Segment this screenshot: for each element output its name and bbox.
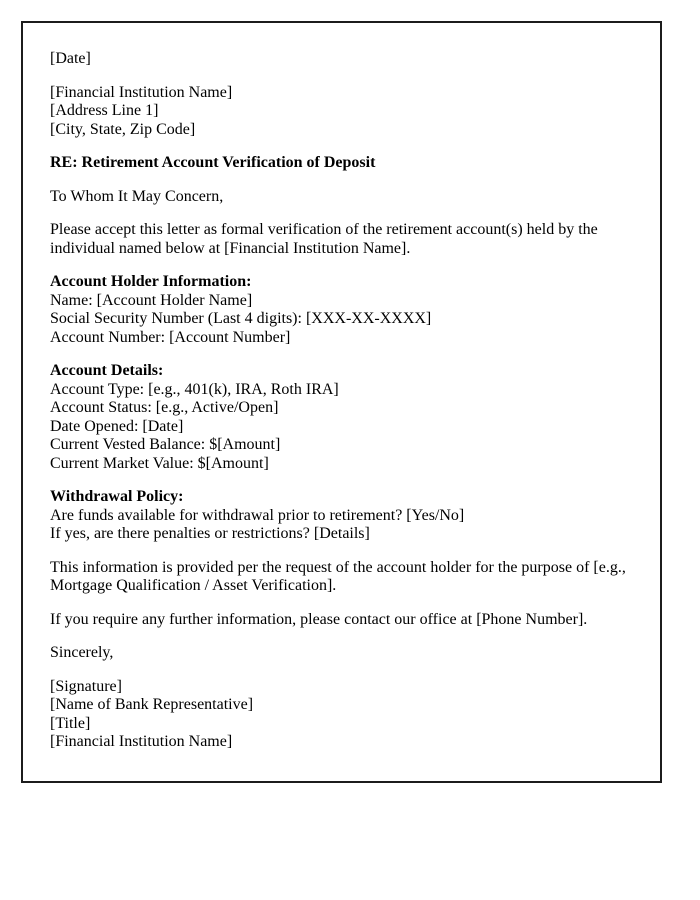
recipient-institution-line: [Financial Institution Name] (50, 83, 233, 101)
withdrawal-availability-line: Are funds available for withdrawal prior to retirement? [Yes/No] (50, 506, 465, 524)
signature-line: [Signature] (50, 677, 122, 695)
purpose-line-2: Mortgage Qualification / Asset Verification]. (50, 577, 337, 594)
purpose-line-1: This information is provided per the request of the account holder for the purpose of [e.g., (50, 558, 626, 576)
salutation-line: To Whom It May Concern, (50, 187, 224, 205)
vested-balance-line: Current Vested Balance: $[Amount] (50, 436, 281, 453)
subject-block (50, 154, 642, 173)
date-block (50, 50, 642, 69)
intro-paragraph (50, 221, 642, 258)
representative-name-line: [Name of Bank Representative] (50, 696, 254, 713)
salutation-block (50, 188, 642, 207)
recipient-address (50, 84, 642, 140)
closing-block (50, 644, 642, 663)
intro-line-1: Please accept this letter as formal verification of the retirement account(s) held by the (50, 221, 598, 238)
recipient-address-line: [Address Line 1] (50, 102, 159, 119)
signature-block (50, 678, 642, 752)
institution-name-line: [Financial Institution Name] (50, 733, 233, 750)
date-line: [Date] (50, 50, 91, 67)
section-account-holder-information (50, 273, 642, 347)
account-details-heading: Account Details: (50, 362, 164, 379)
intro-line-2: individual named below at [Financial Institution Name]. (50, 239, 411, 257)
account-holder-heading: Account Holder Information: (50, 273, 252, 290)
account-holder-name-line: Name: [Account Holder Name] (50, 291, 253, 309)
section-account-details (50, 362, 642, 473)
account-holder-number-line: Account Number: [Account Number] (50, 328, 291, 346)
account-status-line: Account Status: [e.g., Active/Open] (50, 399, 279, 416)
market-value-line: Current Market Value: $[Amount] (50, 454, 269, 472)
account-holder-ssn-line: Social Security Number (Last 4 digits): [XXX-XX-XXXX] (50, 310, 432, 327)
closing-line: Sincerely, (50, 644, 114, 661)
withdrawal-policy-heading: Withdrawal Policy: (50, 488, 184, 505)
representative-title-line: [Title] (50, 714, 91, 732)
purpose-paragraph (50, 559, 642, 596)
withdrawal-penalties-line: If yes, are there penalties or restrictions? [Details] (50, 525, 370, 542)
contact-line: If you require any further information, please contact our office at [Phone Number]. (50, 610, 588, 628)
recipient-city-line: [City, State, Zip Code] (50, 120, 196, 138)
date-opened-line: Date Opened: [Date] (50, 417, 184, 435)
contact-paragraph (50, 611, 642, 630)
subject-line: RE: Retirement Account Verification of Deposit (50, 154, 376, 171)
account-type-line: Account Type: [e.g., 401(k), IRA, Roth IRA] (50, 380, 339, 398)
section-withdrawal-policy (50, 488, 642, 544)
letter-page (21, 21, 662, 783)
